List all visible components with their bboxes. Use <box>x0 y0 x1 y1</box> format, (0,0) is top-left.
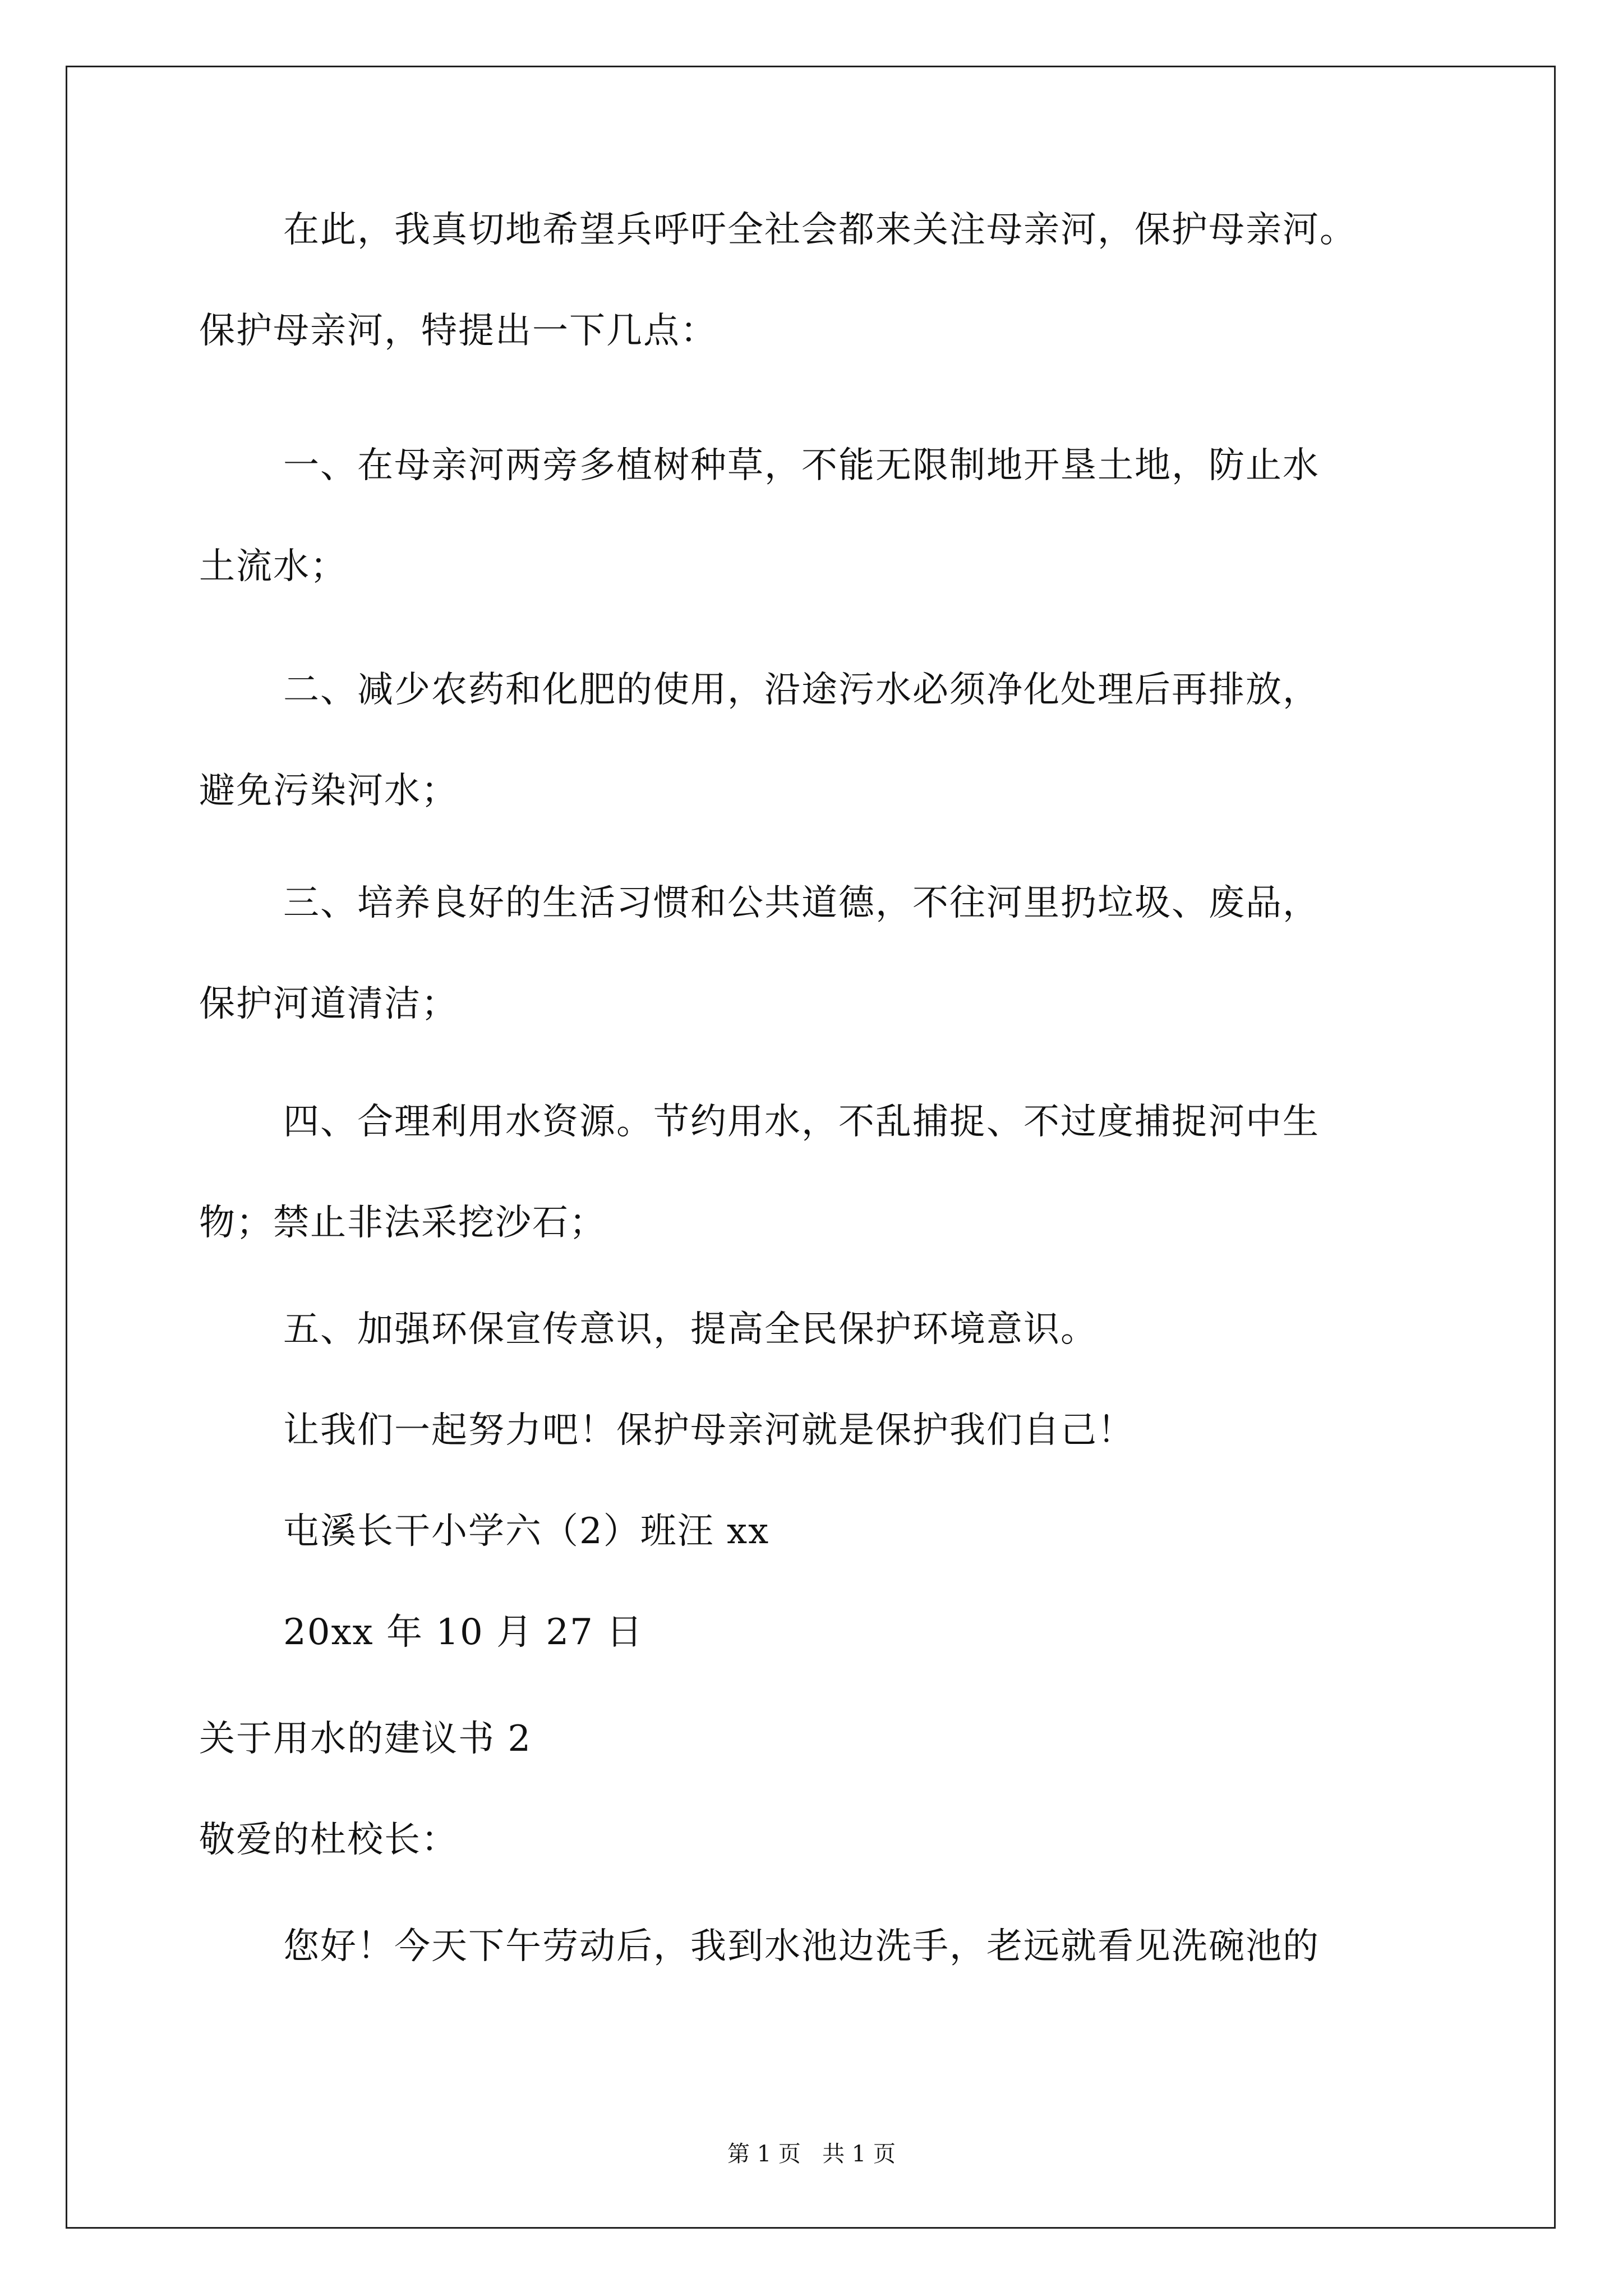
list-item-line: 土流水； <box>199 546 347 587</box>
list-item-line: 五、加强环保宣传意识，提高全民保护环境意识。 <box>283 1309 1098 1350</box>
salutation-line: 敬爱的杜校长： <box>199 1819 458 1861</box>
list-item-line: 二、减少农药和化肥的使用，沿途污水必须净化处理后再排放， <box>283 669 1320 711</box>
paragraph-line: 您好！今天下午劳动后，我到水池边洗手，老远就看见洗碗池的 <box>283 1926 1320 1967</box>
page-footer: 第 1 页 共 1 页 <box>727 2141 896 2167</box>
closing-line: 让我们一起努力吧！保护母亲河就是保护我们自己！ <box>283 1410 1135 1451</box>
date-line: 20xx 年 10 月 27 日 <box>283 1612 644 1653</box>
paragraph-line: 保护母亲河，特提出一下几点： <box>199 310 717 352</box>
section-title: 关于用水的建议书 2 <box>199 1718 532 1760</box>
list-item-line: 一、在母亲河两旁多植树种草，不能无限制地开垦土地，防止水 <box>283 445 1320 486</box>
list-item-line: 物；禁止非法采挖沙石； <box>199 1202 606 1244</box>
signature-line: 屯溪长干小学六（2）班汪 xx <box>283 1511 770 1552</box>
list-item-line: 三、培养良好的生活习惯和公共道德，不往河里扔垃圾、废品， <box>283 882 1320 924</box>
list-item-line: 避免污染河水； <box>199 770 458 812</box>
list-item-line: 四、合理利用水资源。节约用水，不乱捕捉、不过度捕捉河中生 <box>283 1101 1320 1143</box>
paragraph-line: 在此，我真切地希望兵呼吁全社会都来关注母亲河，保护母亲河。 <box>283 209 1357 251</box>
list-item-line: 保护河道清洁； <box>199 983 458 1025</box>
page-border <box>66 66 1556 2229</box>
